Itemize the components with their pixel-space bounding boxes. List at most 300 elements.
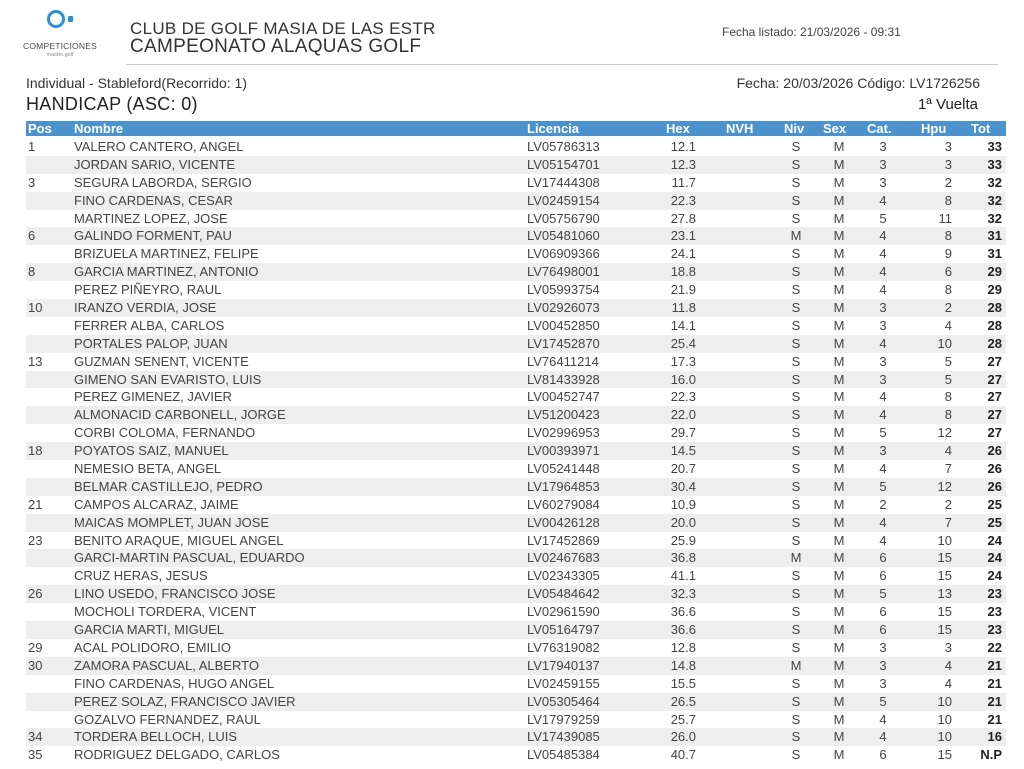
cell-sex: M	[833, 639, 845, 655]
cell-license: LV17940137	[527, 657, 600, 673]
cell-sex: M	[833, 568, 845, 584]
cell-hpu: 12	[937, 478, 952, 494]
cell-name: CORBI COLOMA, FERNANDO	[74, 425, 256, 441]
cell-hex: 29.7	[670, 425, 696, 441]
cell-name: POYATOS SAIZ, MANUEL	[74, 443, 229, 459]
cell-hpu: 13	[937, 586, 952, 602]
cell-license: LV76498001	[527, 264, 600, 280]
cell-name: RODRIGUEZ DELGADO, CARLOS	[74, 747, 280, 763]
cell-total: 24	[987, 532, 1002, 548]
cell-total: 21	[987, 711, 1002, 727]
cell-niv: S	[791, 300, 801, 316]
cell-sex: M	[833, 604, 845, 620]
cell-total: 29	[987, 282, 1002, 298]
cell-cat: 4	[879, 729, 887, 745]
cell-niv: S	[791, 514, 801, 530]
cell-hex: 23.1	[670, 228, 696, 244]
cell-hex: 10.9	[670, 496, 696, 512]
cell-hpu: 8	[944, 282, 952, 298]
cell-hex: 25.9	[670, 532, 696, 548]
cell-hex: 21.9	[670, 282, 696, 298]
table-row	[26, 424, 1006, 442]
cell-sex: M	[833, 282, 845, 298]
cell-sex: M	[833, 461, 845, 477]
club-name: CLUB DE GOLF MASIA DE LAS ESTR	[130, 19, 436, 38]
table-row	[26, 353, 1006, 371]
cell-total: 16	[987, 729, 1002, 745]
cell-license: LV00452747	[527, 389, 600, 405]
cell-name: CAMPOS ALCARAZ, JAIME	[74, 496, 239, 512]
cell-niv: M	[790, 550, 802, 566]
cell-name: VALERO CANTERO, ANGEL	[74, 139, 244, 154]
cell-sex: M	[833, 478, 845, 494]
cell-name: GARCIA MARTI, MIGUEL	[74, 622, 225, 638]
cell-hex: 26.0	[670, 729, 696, 745]
cell-niv: S	[791, 282, 801, 298]
cell-niv: S	[791, 586, 801, 602]
cell-total: 27	[987, 425, 1002, 441]
cell-total: 25	[987, 514, 1002, 530]
cell-cat: 5	[879, 425, 887, 441]
col-header-hpu: Hpu	[921, 121, 947, 136]
table-row	[26, 174, 1006, 192]
cell-sex: M	[833, 317, 845, 333]
cell-license: LV17452869	[527, 532, 600, 548]
cell-license: LV17439085	[527, 729, 600, 745]
table-row	[26, 532, 1006, 550]
cell-pos: 34	[28, 729, 43, 745]
cell-total: 22	[987, 639, 1002, 655]
cell-license: LV17452870	[527, 335, 600, 351]
table-row	[26, 639, 1006, 657]
cell-niv: S	[791, 568, 801, 584]
cell-name: GUZMAN SENENT, VICENTE	[74, 353, 249, 369]
cell-name: GALINDO FORMENT, PAU	[74, 228, 232, 244]
cell-sex: M	[833, 622, 845, 638]
cell-license: LV76411214	[527, 353, 599, 369]
cell-license: LV05154701	[527, 156, 600, 172]
cell-total: 27	[987, 371, 1002, 387]
cell-cat: 3	[879, 317, 887, 333]
cell-name: GARCI-MARTIN PASCUAL, EDUARDO	[74, 550, 305, 566]
cell-total: 33	[987, 139, 1002, 154]
cell-total: 26	[987, 443, 1002, 459]
cell-pos: 6	[28, 228, 36, 244]
cell-total: 26	[987, 478, 1002, 494]
cell-name: MARTINEZ LOPEZ, JOSE	[74, 210, 228, 226]
cell-name: PEREZ SOLAZ, FRANCISCO JAVIER	[74, 693, 296, 709]
col-header-pos: Pos	[28, 121, 52, 136]
cell-license: LV05241448	[527, 461, 600, 477]
cell-hpu: 9	[944, 246, 952, 262]
cell-sex: M	[833, 550, 845, 566]
cell-license: LV00426128	[527, 514, 600, 530]
cell-hex: 12.1	[670, 139, 696, 154]
cell-niv: S	[791, 478, 801, 494]
competition-mode: Individual - Stableford(Recorrido: 1)	[26, 75, 247, 91]
cell-hex: 27.8	[670, 210, 696, 226]
cell-sex: M	[833, 514, 845, 530]
listing-date: Fecha listado: 21/03/2026 - 09:31	[722, 25, 901, 39]
cell-cat: 6	[879, 622, 887, 638]
cell-hpu: 4	[944, 675, 952, 691]
cell-hex: 14.5	[670, 443, 696, 459]
cell-hpu: 15	[937, 568, 952, 584]
cell-total: 32	[987, 174, 1002, 190]
cell-total: N.P	[980, 747, 1002, 763]
competitions-logo	[22, 8, 98, 60]
table-row	[26, 675, 1006, 693]
cell-cat: 6	[879, 550, 887, 566]
cell-niv: S	[791, 264, 801, 280]
cell-hex: 22.0	[670, 407, 696, 423]
cell-name: ACAL POLIDORO, EMILIO	[74, 639, 232, 655]
table-row	[26, 728, 1006, 746]
cell-sex: M	[833, 747, 845, 763]
cell-cat: 4	[879, 246, 887, 262]
col-header-nvh: NVH	[726, 121, 754, 136]
cell-license: LV02459154	[527, 192, 600, 208]
cell-pos: 3	[28, 174, 36, 190]
cell-license: LV05993754	[527, 282, 600, 298]
cell-sex: M	[833, 300, 845, 316]
cell-name: TORDERA BELLOCH, LUIS	[74, 729, 238, 745]
cell-total: 23	[987, 586, 1002, 602]
cell-sex: M	[833, 729, 845, 745]
championship-title: CAMPEONATO ALAQUAS GOLF	[130, 36, 422, 57]
cell-license: LV02926073	[527, 300, 600, 316]
table-row	[26, 496, 1006, 514]
cell-pos: 26	[28, 586, 43, 602]
cell-niv: S	[791, 604, 801, 620]
cell-hpu: 4	[944, 443, 952, 459]
cell-niv: S	[791, 156, 801, 172]
cell-cat: 4	[879, 335, 887, 351]
cell-hpu: 10	[937, 729, 952, 745]
cell-sex: M	[833, 586, 845, 602]
cell-sex: M	[833, 264, 845, 280]
cell-cat: 5	[879, 210, 887, 226]
cell-niv: S	[791, 747, 801, 763]
table-row	[26, 711, 1006, 729]
cell-name: BELMAR CASTILLEJO, PEDRO	[74, 478, 263, 494]
cell-hex: 16.0	[670, 371, 696, 387]
cell-total: 28	[987, 335, 1002, 351]
cell-niv: S	[791, 443, 801, 459]
cell-sex: M	[833, 210, 845, 226]
cell-cat: 3	[879, 156, 887, 172]
cell-cat: 6	[879, 604, 887, 620]
cell-license: LV02996953	[527, 425, 600, 441]
cell-cat: 4	[879, 389, 887, 405]
cell-hex: 15.5	[670, 675, 696, 691]
cell-cat: 3	[879, 443, 887, 459]
cell-pos: 18	[28, 443, 43, 459]
cell-sex: M	[833, 675, 845, 691]
col-header-sex: Sex	[823, 121, 847, 136]
cell-name: JORDAN SARIO, VICENTE	[74, 156, 236, 172]
cell-niv: S	[791, 210, 801, 226]
cell-cat: 3	[879, 657, 887, 673]
cell-cat: 6	[879, 568, 887, 584]
table-row	[26, 210, 1006, 228]
cell-license: LV60279084	[527, 496, 600, 512]
cell-total: 29	[987, 264, 1002, 280]
cell-total: 32	[987, 192, 1002, 208]
cell-sex: M	[833, 693, 845, 709]
cell-niv: S	[791, 675, 801, 691]
cell-total: 27	[987, 353, 1002, 369]
handicap-title: HANDICAP (ASC: 0)	[26, 94, 198, 114]
cell-license: LV00452850	[527, 317, 600, 333]
table-row	[26, 460, 1006, 478]
cell-hpu: 10	[937, 532, 952, 548]
cell-niv: S	[791, 407, 801, 423]
cell-niv: S	[791, 639, 801, 655]
cell-pos: 8	[28, 264, 36, 280]
cell-sex: M	[833, 711, 845, 727]
cell-name: PORTALES PALOP, JUAN	[74, 335, 228, 351]
cell-license: LV02961590	[527, 604, 600, 620]
cell-hpu: 2	[944, 300, 952, 316]
cell-hex: 14.1	[670, 317, 696, 333]
table-row	[26, 335, 1006, 353]
cell-hpu: 15	[937, 604, 952, 620]
cell-cat: 4	[879, 192, 887, 208]
cell-cat: 3	[879, 371, 887, 387]
col-header-license: Licencia	[527, 121, 580, 136]
cell-hex: 25.7	[670, 711, 696, 727]
cell-name: PEREZ PIÑEYRO, RAUL	[74, 282, 222, 298]
cell-name: GARCIA MARTINEZ, ANTONIO	[74, 264, 259, 280]
cell-total: 28	[987, 317, 1002, 333]
table-row	[26, 693, 1006, 711]
table-row	[26, 585, 1006, 603]
cell-hpu: 4	[944, 317, 952, 333]
col-header-cat: Cat.	[867, 121, 892, 136]
cell-hpu: 5	[944, 371, 952, 387]
cell-hpu: 7	[944, 514, 952, 530]
cell-niv: S	[791, 425, 801, 441]
cell-niv: M	[790, 228, 802, 244]
cell-hpu: 10	[937, 711, 952, 727]
cell-total: 28	[987, 300, 1002, 316]
cell-sex: M	[833, 192, 845, 208]
cell-sex: M	[833, 335, 845, 351]
cell-hpu: 8	[944, 389, 952, 405]
cell-license: LV17444308	[527, 174, 600, 190]
cell-hpu: 8	[944, 407, 952, 423]
table-row	[26, 746, 1006, 764]
cell-total: 21	[987, 675, 1002, 691]
cell-hpu: 15	[937, 550, 952, 566]
table-row	[26, 245, 1006, 263]
cell-total: 23	[987, 604, 1002, 620]
cell-sex: M	[833, 389, 845, 405]
cell-hex: 17.3	[670, 353, 696, 369]
cell-cat: 4	[879, 282, 887, 298]
cell-niv: S	[791, 139, 801, 154]
cell-hex: 14.8	[670, 657, 696, 673]
cell-sex: M	[833, 657, 845, 673]
table-row	[26, 156, 1006, 174]
cell-name: LINO USEDO, FRANCISCO JOSE	[74, 586, 276, 602]
logo-ring-icon	[47, 10, 65, 28]
cell-total: 21	[987, 657, 1002, 673]
cell-hex: 12.3	[670, 156, 696, 172]
cell-niv: S	[791, 389, 801, 405]
cell-name: FERRER ALBA, CARLOS	[74, 317, 225, 333]
cell-name: PEREZ GIMENEZ, JAVIER	[74, 389, 232, 405]
cell-hpu: 7	[944, 461, 952, 477]
cell-hex: 20.0	[670, 514, 696, 530]
cell-niv: S	[791, 317, 801, 333]
cell-total: 25	[987, 496, 1002, 512]
cell-sex: M	[833, 353, 845, 369]
cell-cat: 4	[879, 532, 887, 548]
col-header-tot: Tot	[971, 121, 991, 136]
cell-niv: S	[791, 711, 801, 727]
cell-name: CRUZ HERAS, JESUS	[74, 568, 208, 584]
cell-sex: M	[833, 532, 845, 548]
cell-cat: 3	[879, 639, 887, 655]
cell-niv: S	[791, 174, 801, 190]
cell-cat: 4	[879, 407, 887, 423]
cell-total: 24	[987, 568, 1002, 584]
cell-name: GIMENO SAN EVARISTO, LUIS	[74, 371, 262, 387]
table-row	[26, 478, 1006, 496]
cell-sex: M	[833, 407, 845, 423]
cell-hpu: 4	[944, 657, 952, 673]
table-row	[26, 388, 1006, 406]
cell-hex: 25.4	[670, 335, 696, 351]
cell-total: 27	[987, 389, 1002, 405]
cell-license: LV00393971	[527, 443, 600, 459]
cell-cat: 3	[879, 675, 887, 691]
cell-total: 24	[987, 550, 1002, 566]
cell-sex: M	[833, 139, 845, 154]
cell-license: LV02459155	[527, 675, 600, 691]
cell-cat: 2	[879, 496, 887, 512]
cell-name: FINO CARDENAS, HUGO ANGEL	[74, 675, 275, 691]
table-row	[26, 657, 1006, 675]
results-table-header	[26, 121, 1006, 136]
cell-hex: 36.8	[670, 550, 696, 566]
cell-niv: M	[790, 657, 802, 673]
cell-total: 27	[987, 407, 1002, 423]
cell-total: 32	[987, 210, 1002, 226]
cell-sex: M	[833, 156, 845, 172]
cell-hpu: 10	[937, 335, 952, 351]
cell-hpu: 12	[937, 425, 952, 441]
cell-total: 26	[987, 461, 1002, 477]
cell-hex: 40.7	[670, 747, 696, 763]
cell-license: LV05305464	[527, 693, 600, 709]
cell-niv: S	[791, 532, 801, 548]
cell-license: LV81433928	[527, 371, 600, 387]
table-row	[26, 317, 1006, 335]
logo-text: COMPETICIONES	[23, 41, 97, 51]
cell-niv: S	[791, 371, 801, 387]
cell-name: FINO CARDENAS, CESAR	[74, 192, 233, 208]
cell-hex: 18.8	[670, 264, 696, 280]
cell-hpu: 5	[944, 353, 952, 369]
cell-name: BENITO ARAQUE, MIGUEL ANGEL	[74, 532, 284, 548]
cell-hex: 36.6	[670, 622, 696, 638]
cell-hex: 22.3	[670, 389, 696, 405]
cell-license: LV06909366	[527, 246, 600, 262]
table-row	[26, 371, 1006, 389]
table-row	[26, 514, 1006, 532]
cell-name: GOZALVO FERNANDEZ, RAUL	[74, 711, 261, 727]
cell-cat: 5	[879, 693, 887, 709]
cell-hex: 30.4	[670, 478, 696, 494]
cell-license: LV02467683	[527, 550, 600, 566]
cell-sex: M	[833, 174, 845, 190]
cell-cat: 5	[879, 586, 887, 602]
cell-hex: 11.7	[671, 174, 696, 190]
cell-total: 21	[987, 693, 1002, 709]
cell-pos: 13	[28, 353, 43, 369]
cell-total: 23	[987, 622, 1002, 638]
cell-total: 31	[987, 228, 1002, 244]
cell-cat: 3	[879, 300, 887, 316]
cell-cat: 6	[879, 747, 887, 763]
cell-cat: 4	[879, 264, 887, 280]
logo-subtext: master.golf	[46, 52, 74, 58]
cell-sex: M	[833, 443, 845, 459]
cell-hpu: 2	[944, 174, 952, 190]
table-row	[26, 442, 1006, 460]
cell-pos: 23	[28, 532, 43, 548]
results-table-body	[26, 138, 1006, 764]
cell-hpu: 11	[938, 210, 952, 226]
table-row	[26, 621, 1006, 639]
cell-license: LV05164797	[527, 622, 600, 638]
col-header-name: Nombre	[74, 121, 124, 136]
cell-pos: 10	[28, 300, 43, 316]
cell-niv: S	[791, 246, 801, 262]
cell-pos: 1	[28, 139, 36, 154]
cell-cat: 5	[879, 478, 887, 494]
cell-cat: 4	[879, 228, 887, 244]
cell-cat: 3	[879, 139, 887, 154]
cell-name: NEMESIO BETA, ANGEL	[74, 461, 222, 477]
cell-niv: S	[791, 622, 801, 638]
table-row	[26, 192, 1006, 210]
table-row	[26, 227, 1006, 245]
table-row	[26, 406, 1006, 424]
cell-cat: 3	[879, 353, 887, 369]
cell-niv: S	[791, 461, 801, 477]
table-row	[26, 281, 1006, 299]
cell-niv: S	[791, 192, 801, 208]
cell-name: ZAMORA PASCUAL, ALBERTO	[74, 657, 259, 673]
cell-license: LV17979259	[527, 711, 600, 727]
cell-name: MAICAS MOMPLET, JUAN JOSE	[74, 514, 270, 530]
cell-niv: S	[791, 353, 801, 369]
cell-cat: 4	[879, 514, 887, 530]
cell-license: LV51200423	[527, 407, 600, 423]
logo-tag-icon	[68, 16, 73, 22]
cell-license: LV05786313	[527, 139, 600, 154]
cell-license: LV02343305	[527, 568, 600, 584]
cell-hex: 41.1	[670, 568, 696, 584]
cell-pos: 35	[28, 747, 43, 763]
cell-hpu: 6	[944, 264, 952, 280]
cell-license: LV17964853	[527, 478, 600, 494]
date-and-code: Fecha: 20/03/2026 Código: LV1726256	[736, 75, 980, 91]
